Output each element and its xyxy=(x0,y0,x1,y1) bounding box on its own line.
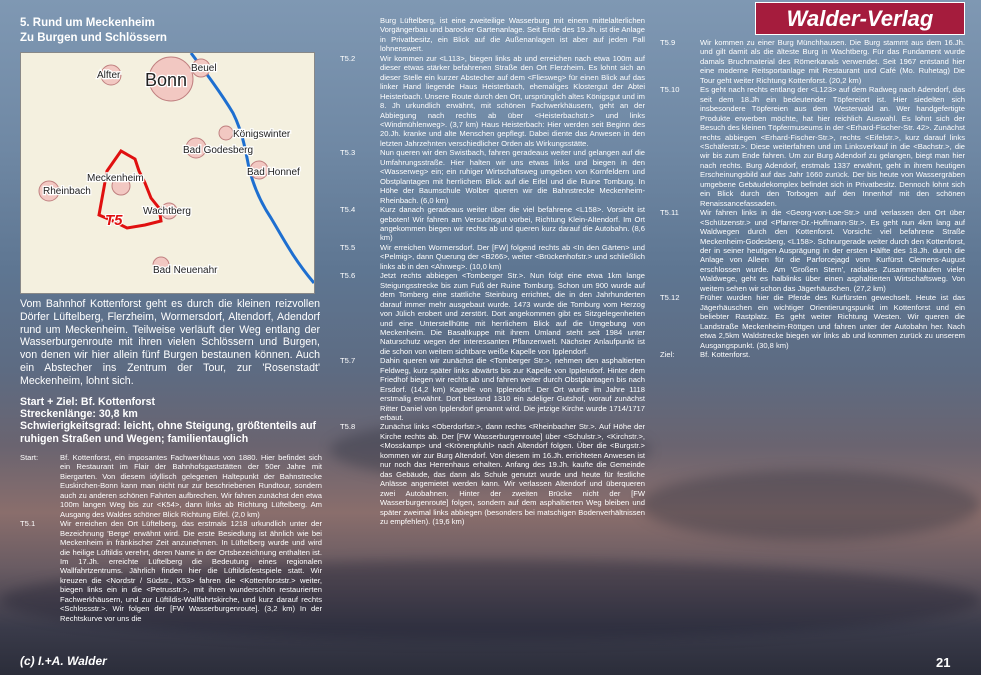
step-row xyxy=(340,271,645,356)
step-label: T5.2 xyxy=(340,53,356,63)
step-row xyxy=(660,208,965,293)
step-label: T5.8 xyxy=(340,422,356,432)
step-text: Bf. Kottenforst, ein imposantes Fachwerkhaus von 1880. Hier befindet sich ein Restaurant im Flair der Bahnhofsgaststätten der 50er Jahre mit Biergarten. Von diesem idyllisch gelegenen Haltepunkt der Bahnstrecke Euskirchen-Bonn kann man nicht nur zur beschriebenen Rundtour, sondern auch zu anderen schönen Fahrten aufbrechen. Wir fahren zunächst den etwa 100m langen Weg bis zur <K54>, dann links ab Richtung Lüftelberg. Am Ausgang des Waldes schöner Blick Richtung Eifel. (2,0 km) xyxy=(60,453,322,519)
route-map-graphic xyxy=(21,53,314,293)
step-row xyxy=(340,205,645,243)
step-label: T5.11 xyxy=(660,208,679,218)
intro-paragraph: Vom Bahnhof Kottenforst geht es durch die kleinen reizvollen Dörfer Lüftelberg, Flerzheim, Wormersdorf, Altendorf, Adendorf rund um Meckenheim. Teilweise verläuft der Weg entlang der Wasserburgenroute mit ihren vielen Schlössern und Burgen, von denen wir hier allein fünf Burgen bestaunen können. Auch ein Abstecher ins Zentrum der Tour, zur 'Rosenstadt' Meckenheim, lohnt sich. xyxy=(20,298,320,387)
step-row xyxy=(340,356,645,422)
step-text: Zunächst links <Oberdorfstr.>, dann rechts <Rheinbacher Str.>. Auf Höhe der Kirche rechts ab. Der [FW Wasserburgenroute] über <Schulstr.>, <Kirchstr.>, <Mosskamp> und <Krönenpfuhl> nach Altendorf folgen. Über die <Burgstr.> kommen wir zur Burg Altendorf. Von diesem im 16.Jh. errichteten Anwesen ist nur noch das Herrenhaus erhalten. Anfang des 19.Jh. kaufte die Gemeinde das Gebäude, das dann als Schule genutzt wurde und heute für festliche Anlässe angemietet werden kann. Wir verlassen Altendorf und überqueren zwei Autobahnen. Hinter der zweiten Brücke nicht der [FW Wasserburgenroute] folgen, sondern auf dem asphaltierten Weg bleiben und später zweimal links abbiegen (besonders bei matschigen Bodenverhältnissen zu empfehlen). (19,6 km) xyxy=(380,422,645,527)
step-row xyxy=(660,350,965,359)
step-text: Wir kommen zu einer Burg Münchhausen. Die Burg stammt aus dem 16.Jh. und gilt damit als die älteste Burg in Wachtberg. Für das Fundament wurde damals Bruchmaterial des Römerkanals verwendet. Seit 1967 entstand hier eine moderne Reitsportanlage mit Restaurant und Café (Mo. Ruhetag) Die Tour geht weiter Richtung Kottenforst. (20,2 km) xyxy=(700,38,965,85)
route-length: Streckenlänge: 30,8 km xyxy=(20,408,138,421)
tour-title xyxy=(20,16,320,46)
step-label: T5.7 xyxy=(340,356,356,366)
step-label: T5.10 xyxy=(660,85,680,95)
step-label: Ziel: xyxy=(660,349,675,359)
brand-badge: Walder-Verlag xyxy=(755,2,965,35)
step-label: T5.3 xyxy=(340,148,356,158)
step-label: T5.4 xyxy=(340,205,356,215)
cloud xyxy=(640,470,980,540)
step-text: Wir erreichen Wormersdorf. Der [FW] folgend rechts ab <In den Gärten> und <Pelmig>, dann Querung der <B266>, weiter <Brückenhofstr.> und schließlich links ab in den <Ahrweg>. (10,0 km) xyxy=(380,242,645,271)
step-label: T5.12 xyxy=(660,293,680,303)
step-row xyxy=(20,453,322,519)
step-text: Früher wurden hier die Pferde des Kurfürsten gewechselt. Heute ist das Jägerhäuschen ein wichtiger Orientierungspunkt im Kottenforst und ein beliebter Rastplatz. Es geht weiter Richtung Westen. Wir queren die Landstraße Meckenheim-Röttgen und fahren unter der Autobahn her. Nach etwa 2,5km Waldstrecke biegen wir links ab und kommen zurück zu unserem Ausgangspunkt. (30,8 km) xyxy=(700,293,965,350)
map-label-meckenheim: Meckenheim xyxy=(87,173,144,184)
step-label xyxy=(340,16,380,54)
step-text: Wir kommen zur <L113>, biegen links ab und erreichen nach etwa 100m auf dieser etwas stärker befahrenen Straße den Ort Flerzheim. Es lohnt sich an dieser Stelle ein kurzer Abstecher auf dem <Fliesweg> für einen Blick auf das linker Hand liegende Haus Heisterbach, ehemaliges Klostergut der Abtei Heisterbach. Unsere Route durch den Ort, ursprünglich altes Königsgut und im 8. Jh urkundlich erwähnt, mit schönen Fachwerkhäusern, geht an der Abbiegung nach rechts ab über <Heisterbachstr.> und links <Windmühlenweg>. (3,7 km) Haus Heisterbach: Hier werden seit Beginn des 20.Jh. kranke und alte Menschen gepflegt. Dabei diente das Anwesen in den letzten Jahrzehnten verschiedlicher Orden als Wirkungsstätte. xyxy=(380,53,645,148)
map-label-beuel: Beuel xyxy=(191,63,217,74)
step-text: Es geht nach rechts entlang der <L123> auf dem Radweg nach Adendorf, das seit dem 18.Jh ein bedeutender Töpfereiort ist. Hier siedelten sich insbesondere Töpfereien aus dem Westerwald an. Wer handgefertigte Produkte erwerben möchte, hat hier reichlich Auswahl. Es lohnt sich der Besuch des kleinen Töpfermuseums in der <Erhard-Fischer-Str. 42>. Zunächst rechts abbiegen <Erhard-Fischer-Str.>, rechts <Eifelstr.>, kurz darauf links <Schäferstr.>. Diese weiterfahren und im Linksverkauf in die <Bachstr.>, die wir bis zum Ende fahren. Um zur Burg Adendorf zu gelangen, biegt man hier nach rechts. Burg Adendorf, erstmals 1337 erwähnt, geht in ihrem heutigen Erscheinungsbild auf das Jahr 1660 zurück. Der bis heute von Wassergräben umgebene Gebäudekomplex befindet sich in Privatbesitz. Dennoch lohnt sich ein Blick durch den Torbogen auf den Innenhof mit den schönen Renaissancefassaden. xyxy=(700,85,965,208)
map-label-koenigswinter: Königswinter xyxy=(233,129,291,140)
step-label: T5.9 xyxy=(660,38,676,47)
map-label-wachtberg: Wachtberg xyxy=(143,206,191,217)
step-row xyxy=(660,38,965,85)
step-row xyxy=(660,85,965,208)
step-label: T5.5 xyxy=(340,242,356,252)
map-label-bonn: Bonn xyxy=(145,70,188,90)
map-label-rheinbach: Rheinbach xyxy=(43,186,91,197)
route-map xyxy=(20,52,315,294)
step-text: Jetzt rechts abbiegen <Tomberger Str.>. Nun folgt eine etwa 1km lange Steigungsstrecke bis zum Fuß der Ruine Tomburg. Schon um 900 wurde auf dem Tomberg eine stattliche Steinburg errichtet, die in den Jahrhunderten darauf immer mehr ausgebaut wurde. 1473 wurde die Tomburg vom Herzog von Jülich erobert und zerstört. Dort angekommen gibt es Sitzgelegenheiten und eine Unterstellhütte mit herrlichem Blick auf die Umgebung von Meckenheim. Die Basaltkuppe mit ihrem Umland steht seit 1984 unter Naturschutz wegen der interessanten Pflanzenwelt. Nächster Anlaufpunkt ist die schon von weitem sichtbare weiße Kapelle von Ipplendorf. xyxy=(380,271,645,356)
step-text: Bf. Kottenforst. xyxy=(700,349,751,359)
step-text: Dahin queren wir zunächst die <Tomberger Str.>, nehmen den asphaltierten Feldweg, kurz später links abwärts bis zur Kapelle von Ipplendorf. Hinter dem Friedhof biegen wir rechts ab und fahren weiter durch Obstplantagen bis nach Ersdorf. (14,2 km) Kapelle von Ipplendorf. Der Ort wurde im Jahre 1118 erstmalig erwähnt. Dort bestand 1310 ein adeliger Gutshof, worauf zunächst Ritter Daniel von Ipplendorf genannt wird. Die jetzige Kirche wurde 1714/1717 erbaut. xyxy=(380,356,645,423)
step-row xyxy=(340,243,645,271)
step-label: T5.1 xyxy=(20,519,36,529)
steps-col2 xyxy=(340,16,645,526)
start-ziel: Start + Ziel: Bf. Kottenforst xyxy=(20,396,156,408)
step-row xyxy=(660,293,965,350)
tour-title-line2: Zu Burgen und Schlössern xyxy=(20,32,167,44)
step-text: Kurz danach geradeaus weiter über die viel befahrene <L158>. Vorsicht ist geboten! Wir fahren am Versuchsgut vorbei, Richtung Klein-Altendorf. Im Ort angekommen biegen wir rechts ab und queren kurz darauf die Autobahn. (8,6 km) xyxy=(380,205,645,243)
step-text: Burg Lüftelberg, ist eine zweiteilige Wasserburg mit einem mittelalterlichen Vorgängerbau und barocker Gartenanlage. Seit Ende des 19.Jh. ist die Anlage in Privatbesitz, ein Blick auf die Außenanlagen ist aber auf jeden Fall lohnenswert. xyxy=(380,16,645,54)
step-row xyxy=(340,54,645,149)
steps-col1 xyxy=(20,453,322,623)
step-text: Wir erreichen den Ort Lüftelberg, das erstmals 1218 urkundlich unter der Bezeichnung 'Berge' erwähnt wird. Die erste Besiedlung ist ähnlich wie bei Meckenheim in fränkischer Zeit anzunehmen. In Lüftelberg wurde und wird die heilige Lüftildis verehrt, deren Name in der Ortsbezeichnung enthalten ist. Im 17.Jh. erreichte Lüftelberg die Bedeutung eines regionalen Wallfahrtzentrums. Jährlich finden hier die Lüftildisfestspiele statt. Wir kreuzen die <Nordstr / Südstr., K53> fahren die <Kottenforststr.> weiter, biegen links ein in die <Petrusstr.>, mit ihren wunderschön restaurierten Fachwerkhäusern, und zur Lüftildis-Wallfahrtskirche, und kurz darauf rechts <Schlossstr.>. Wir folgen der [FW Wasserburgenroute]. (3,2 km) In der Rechtskurve vor uns die xyxy=(60,519,322,623)
difficulty: Schwierigkeitsgrad: leicht, ohne Steigung, größtenteils auf ruhigen Straßen und Wegen; familientauglich xyxy=(20,420,317,445)
copyright: (c) I.+A. Walder xyxy=(20,654,107,668)
step-row xyxy=(20,519,322,623)
step-row xyxy=(340,16,645,54)
step-text: Wir fahren links in die <Georg-von-Loe-Str.> und verlassen den Ort über <Schützenstr.> und <Pfarrer-Dr.-Hoffmann-Str.>. Es geht nun 4km lang auf Waldwegen durch den Kottenforst. Vorsicht: viel befahrene Straße Meckenheim-Godesberg, <L158>. Schnurgerade weiter durch den Kottenforst, der in seiner heutigen Ausprägung in der ersten Hälfte des 18.Jh. durch die Anlage von Alleen für die Parforcejagd vom Kurfürst Clemens-August erschlossen wurde. Am 'Großen Stern', radiales Zusammenlaufen vieler Waldwege, geht es halblinks über einen asphaltierten Wirtschaftsweg. Von weitem sehen wir schon das Jägerhäuschen. (27,2 km) xyxy=(700,208,965,293)
map-label-route: T5 xyxy=(105,212,123,229)
step-row xyxy=(340,148,645,205)
page-number: 21 xyxy=(936,655,951,670)
step-label: T5.6 xyxy=(340,271,356,281)
steps-col3 xyxy=(660,38,965,359)
map-label-bad-godesberg: Bad Godesberg xyxy=(183,145,254,156)
step-text: Nun queren wir den Swistbach, fahren geradeaus weiter und gelangen auf die Umfahrungsstraße. Hier halten wir uns etwas links und biegen in den <Wasserweg> ein; ein ruhiger Wirtschaftsweg umgeben von Kornfeldern und Obstplantagen mit herrlichem Blick auf die Eifel und die Ruine Tomburg. In Höhe der Baumschule Wolber queren wir die Bahnstrecke Meckenheim-Rheinbach. (6,0 km) xyxy=(380,148,645,205)
map-label-bad-neuenahr: Bad Neuenahr xyxy=(153,265,218,276)
map-label-alfter: Alfter xyxy=(97,70,121,81)
step-row xyxy=(340,422,645,526)
tour-title-line1: 5. Rund um Meckenheim xyxy=(20,17,155,29)
tour-info xyxy=(20,396,320,445)
step-label: Start: xyxy=(20,453,39,462)
map-label-bad-honnef: Bad Honnef xyxy=(247,167,300,178)
town-marker-koenigswinter xyxy=(219,126,233,140)
